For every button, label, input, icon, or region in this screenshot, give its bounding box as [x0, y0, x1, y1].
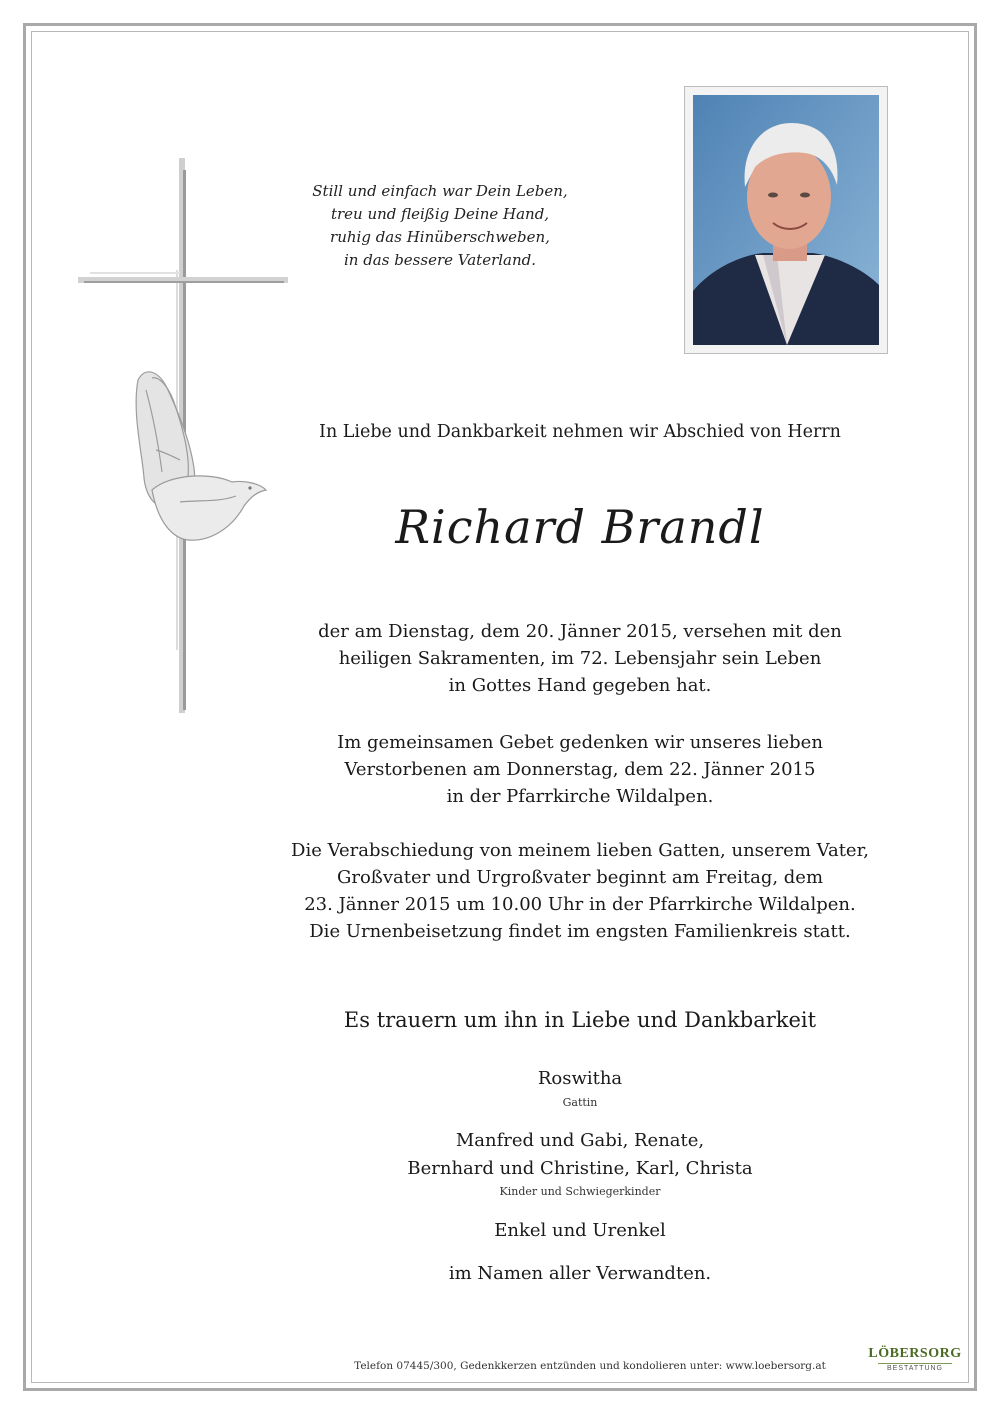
portrait-photo [693, 95, 879, 345]
paragraph-line: der am Dienstag, dem 20. Jänner 2015, versehen mit den [318, 621, 842, 642]
children-role: Kinder und Schwiegerkinder [499, 1185, 661, 1198]
paragraph-line: heiligen Sakramenten, im 72. Lebensjahr sein Leben [338, 648, 822, 669]
spouse-role: Gattin [562, 1096, 598, 1109]
prayer-paragraph [270, 729, 890, 810]
verse-line: in das bessere Vaterland. [343, 251, 537, 269]
funeral-home-logo [866, 1346, 964, 1372]
logo-subtitle: BESTATTUNG [878, 1363, 952, 1372]
children-line-2: Bernhard und Christine, Karl, Christa [407, 1158, 753, 1179]
spouse-name: Roswitha [537, 1068, 623, 1089]
funeral-paragraph [270, 837, 890, 945]
paragraph-line: in der Pfarrkirche Wildalpen. [446, 786, 714, 807]
paragraph-line: Die Urnenbeisetzung findet im engsten Familienkreis statt. [309, 921, 851, 942]
paragraph-line: Im gemeinsamen Gebet gedenken wir unseres lieben [337, 732, 823, 753]
cross-praying-hands-illustration [60, 150, 300, 720]
relatives: im Namen aller Verwandten. [448, 1263, 712, 1284]
contact-footer: Telefon 07445/300, Gedenkkerzen entzünden und kondolieren unter: www.loebersorg.at [354, 1360, 826, 1372]
paragraph-line: Verstorbenen am Donnerstag, dem 22. Jänner 2015 [344, 759, 816, 780]
paragraph-line: Großvater und Urgroßvater beginnt am Freitag, dem [336, 867, 824, 888]
paragraph-line: Die Verabschiedung von meinem lieben Gatten, unserem Vater, [291, 840, 869, 861]
portrait-frame [684, 86, 888, 354]
logo-name: LÖBERSORG [868, 1346, 962, 1361]
farewell-intro: In Liebe und Dankbarkeit nehmen wir Abschied von Herrn [319, 422, 841, 442]
children-line-1: Manfred und Gabi, Renate, [455, 1130, 705, 1151]
verse-line: treu und fleißig Deine Hand, [330, 205, 550, 223]
memorial-verse [300, 180, 580, 272]
death-notice-paragraph [270, 618, 890, 699]
paragraph-line: 23. Jänner 2015 um 10.00 Uhr in der Pfarrkirche Wildalpen. [304, 894, 856, 915]
dove-icon [152, 476, 266, 540]
paragraph-line: in Gottes Hand gegeben hat. [448, 675, 712, 696]
verse-line: Still und einfach war Dein Leben, [312, 182, 568, 200]
grandchildren: Enkel und Urenkel [494, 1220, 666, 1241]
verse-line: ruhig das Hinüberschweben, [330, 228, 550, 246]
deceased-name: Richard Brandl [395, 500, 765, 554]
mourners-heading: Es trauern um ihn in Liebe und Dankbarkeit [343, 1008, 817, 1032]
